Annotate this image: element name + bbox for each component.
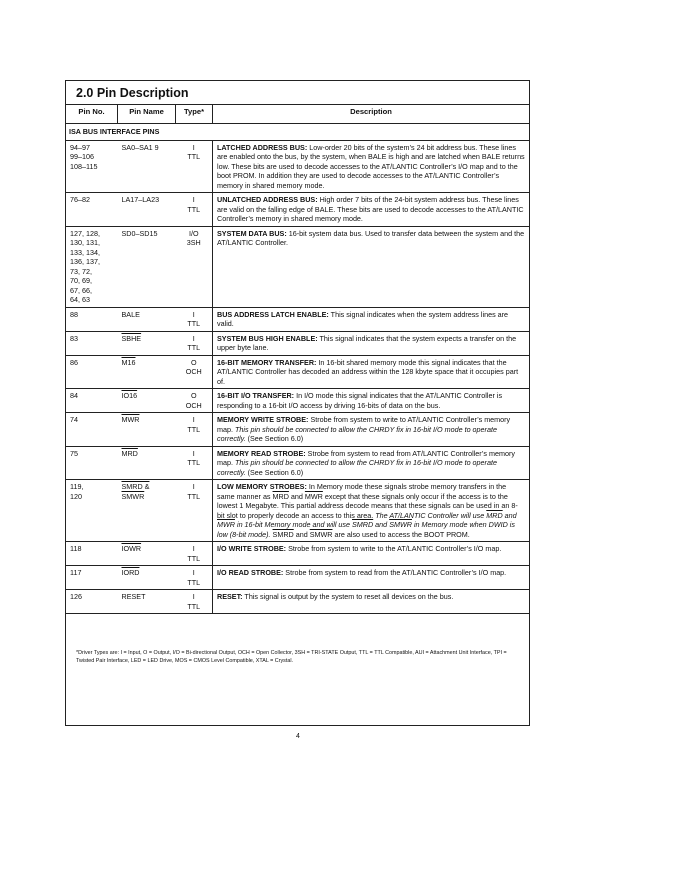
signal-mwr: $\overline{MWR}$ <box>217 520 235 529</box>
pin-type: I TTL <box>176 307 213 331</box>
pin-number: 126 <box>66 590 118 614</box>
pin-number: 127, 128, 130, 131, 133, 134, 136, 137, 73, 72, 70, 69, 67, 66, 64, 63 <box>66 226 118 307</box>
pin-number: 84 <box>66 389 118 413</box>
pin-description <box>213 331 530 355</box>
table-row <box>66 542 529 566</box>
description-text: Strobe from system to read from AT/LANTIC Controller’s memory map. <box>217 448 515 467</box>
pin-number: 83 <box>66 331 118 355</box>
desc-text: and <box>293 529 310 539</box>
description-text: 16-bit system data bus. Used to transfer data between the system and the AT/LANTIC Controller. <box>217 228 525 247</box>
col-type: Type* <box>176 105 213 124</box>
desc-text: in 16-bit Memory mode and will use <box>234 520 353 529</box>
description-text: In I/O mode this signal indicates that the AT/LANTIC Controller is responding to a 16-bit I/O access by driving 16-bits of data on the bus. <box>217 391 503 410</box>
pin-name: SA0–SA1 9 <box>118 140 176 193</box>
pin-type: O OCH <box>176 355 213 389</box>
description-text: This signal indicates when the system address lines are valid. <box>217 309 509 328</box>
pin-number: 94–97 99–106 108–115 <box>66 140 118 193</box>
description-text: Strobe from system to write to AT/LANTIC Controller’s memory map. <box>217 415 511 434</box>
section-title: 2.0 Pin Description <box>76 86 189 100</box>
col-pin-name: Pin Name <box>118 105 176 124</box>
table-row <box>66 389 529 413</box>
pin-name: SD0–SD15 <box>118 226 176 307</box>
signal-mwr: $\overline{MWR}$ <box>304 491 323 501</box>
pin-name: SBHE <box>118 331 176 355</box>
pin-description <box>213 566 530 590</box>
description-text: In 16-bit shared memory mode this signal indicates that the AT/LANTIC Controller has decoded an address within the 128 kbyte space that it occupies part of. <box>217 357 519 386</box>
pin-description <box>213 413 530 447</box>
pin-number: 117 <box>66 566 118 590</box>
pin-name: BALE <box>118 307 176 331</box>
pin-number: 119, 120 <box>66 480 118 542</box>
description-label: LOW MEMORY STROBES: <box>217 482 307 491</box>
pin-name: IOWR <box>118 542 176 566</box>
pin-type: I TTL <box>176 566 213 590</box>
table-row <box>66 140 529 193</box>
pin-description <box>213 590 530 614</box>
pin-name: $\overline{MRD}$ <box>118 446 176 480</box>
pin-number: 76–82 <box>66 193 118 227</box>
desc-text: and <box>502 510 517 520</box>
pin-description <box>213 542 530 566</box>
pin-name: M16 <box>118 355 176 389</box>
desc-text: and <box>288 491 305 501</box>
pin-description <box>213 226 530 307</box>
pin-name: SMRD & SMWR <box>118 480 176 542</box>
description-label: RESET: <box>217 592 243 601</box>
description-label: SYSTEM BUS HIGH ENABLE: <box>217 333 318 343</box>
description-label: LATCHED ADDRESS BUS: <box>217 142 308 152</box>
desc-text: except that these signals only occur if the access is to the lowest 1 Megabyte. This partial address decode means that these signals can be used in an 8-bit slot to properly decode an access to this area. <box>217 491 518 520</box>
description-reference: (See Section 6.0) <box>245 467 304 477</box>
table-row <box>66 355 529 389</box>
desc-text: are also used to access the BOOT PROM. <box>332 529 470 539</box>
description-label: 16-BIT MEMORY TRANSFER: <box>217 357 317 367</box>
table-row <box>66 590 529 614</box>
pin-type: I TTL <box>176 140 213 193</box>
pin-name: LA17–LA23 <box>118 193 176 227</box>
pin-number: 75 <box>66 446 118 480</box>
driver-types-footnote: *Driver Types are: I = Input, O = Output, I/O = Bi-directional Output, OCH = Open Collector, 3SH = TRI-STATE Output, TTL = TTL Compatible, AUI = Attachment Unit Interface, TPI = Twisted Pair Interface, LED = LED Drive, MOS = CMOS Level Compatible, XTAL = Crystal. <box>76 650 507 664</box>
signal-smrd: SMRD <box>352 520 374 529</box>
pin-type: I/O 3SH <box>176 226 213 307</box>
table-row <box>66 413 529 447</box>
table-row <box>66 446 529 480</box>
pin-description <box>213 193 530 227</box>
pin-description-table <box>66 104 529 614</box>
pin-type: I TTL <box>176 413 213 447</box>
pin-type: I TTL <box>176 590 213 614</box>
table-row <box>66 331 529 355</box>
pin-number: 86 <box>66 355 118 389</box>
description-note: This pin should be connected to allow the CHRDY fix in 16-bit I/O mode to operate correctly. <box>217 458 497 477</box>
description-label: I/O READ STROBE: <box>217 568 284 577</box>
pin-type: I TTL <box>176 331 213 355</box>
description-text: Strobe from system to write to the AT/LANTIC Controller’s I/O map. <box>286 544 502 553</box>
pin-description <box>213 140 530 193</box>
pin-type: I TTL <box>176 480 213 542</box>
pin-number: 88 <box>66 307 118 331</box>
desc-text: In Memory mode these signals strobe memory transfers in the same manner as <box>217 482 507 501</box>
pin-type: O OCH <box>176 389 213 413</box>
signal-mrd: $\overline{MRD}$ <box>272 491 289 501</box>
table-row <box>66 480 529 542</box>
desc-text: and <box>373 520 390 529</box>
table-row <box>66 226 529 307</box>
section-header: ISA BUS INTERFACE PINS <box>66 124 529 141</box>
desc-text: The AT/LANTIC Controller will use <box>375 510 487 520</box>
signal-smwr: SMWR <box>309 529 333 539</box>
pin-number: 118 <box>66 542 118 566</box>
description-label: I/O WRITE STROBE: <box>217 544 287 553</box>
signal-smrd: SMRD <box>272 529 294 539</box>
pin-type: I TTL <box>176 446 213 480</box>
page-number: 4 <box>296 733 300 740</box>
col-description: Description <box>213 105 530 124</box>
table-row <box>66 307 529 331</box>
pin-description <box>213 389 530 413</box>
description-reference: (See Section 6.0) <box>245 434 304 443</box>
pin-name: IO16 <box>118 389 176 413</box>
description-text: Low-order 20 bits of the system’s 24 bit address bus. These lines are enabled onto the bus, by the system, when BALE is high and are latched when BALE returns low. These bits are used to decode accesses to the AT/LANTIC Controller’s I/O map and to the boot PROM. In addition they are used to decode accesses to the AT/LANTIC Controller’s memory in shared memory mode. <box>217 142 525 190</box>
pin-description <box>213 307 530 331</box>
pin-number: 74 <box>66 413 118 447</box>
table-header-row <box>66 105 529 124</box>
description-text: This signal indicates that the system expects a transfer on the upper byte lane. <box>217 333 517 352</box>
pin-description <box>213 480 530 542</box>
pin-description <box>213 355 530 389</box>
description-text: Strobe from system to read from the AT/LANTIC Controller’s I/O map. <box>283 568 507 577</box>
description-label: BUS ADDRESS LATCH ENABLE: <box>217 309 329 319</box>
description-text: High order 7 bits of the 24-bit system address bus. These lines are valid on the falling edge of BALE. These bits are used to decode accesses to the AT/LANTIC Controller’s memory in shared memory mode. <box>217 195 524 223</box>
signal-smwr: SMWR <box>389 520 412 529</box>
section-header-row <box>66 124 529 141</box>
description-label: UNLATCHED ADDRESS BUS: <box>217 195 318 204</box>
description-note: This pin should be connected to allow the CHRDY fix in 16-bit I/O mode to operate correctly. <box>217 424 497 443</box>
pin-type: I TTL <box>176 193 213 227</box>
description-label: 16-BIT I/O TRANSFER: <box>217 391 295 400</box>
table-row <box>66 566 529 590</box>
description-text: This signal is output by the system to reset all devices on the bus. <box>242 592 454 601</box>
table-row <box>66 193 529 227</box>
desc-text: in Memory mode when DWID is low (8-bit mode). <box>217 520 515 539</box>
description-label: MEMORY WRITE STROBE: <box>217 415 309 424</box>
pin-description <box>213 446 530 480</box>
pin-name: $\overline{MWR}$ <box>118 413 176 447</box>
col-pin-no: Pin No. <box>66 105 118 124</box>
pin-name: RESET <box>118 590 176 614</box>
description-label: SYSTEM DATA BUS: <box>217 228 287 238</box>
description-label: MEMORY READ STROBE: <box>217 448 306 458</box>
pin-name: IORD <box>118 566 176 590</box>
signal-mrd: $\overline{MRD}$ <box>486 510 503 520</box>
pin-type: I TTL <box>176 542 213 566</box>
